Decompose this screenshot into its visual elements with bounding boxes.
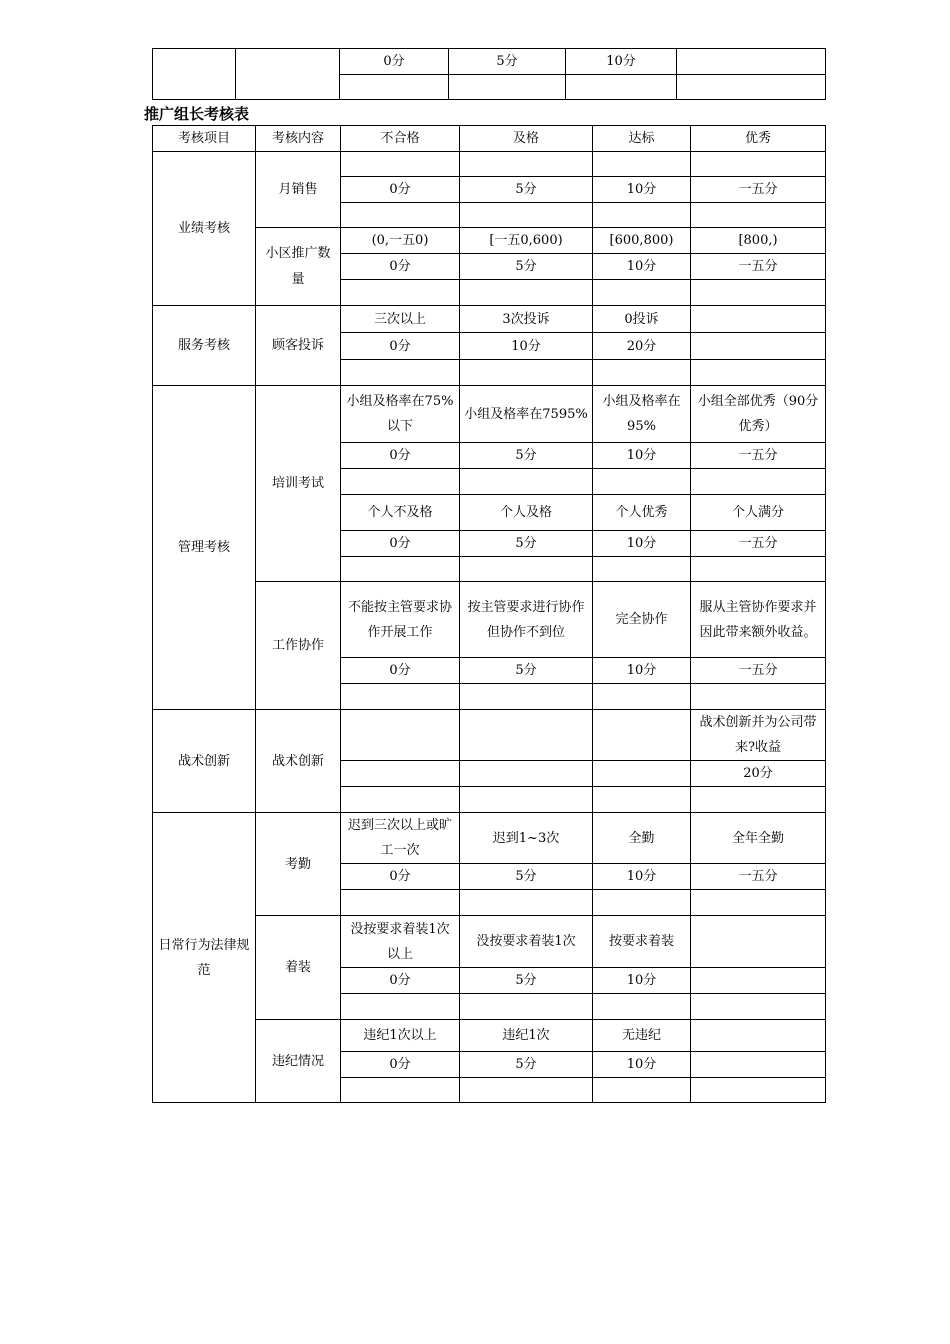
criteria-cell: (0,一五0): [341, 228, 460, 254]
score-cell: 10分: [593, 177, 691, 203]
assessment-table: [152, 125, 826, 1103]
empty-cell: [691, 1078, 826, 1103]
score-cell: 0分: [341, 968, 460, 994]
score-cell: 20分: [691, 761, 826, 787]
item-cooperation: 工作协作: [256, 582, 341, 710]
score-cell: 5分: [460, 177, 593, 203]
empty-cell: [691, 916, 826, 968]
criteria-cell: 违纪1次以上: [341, 1020, 460, 1052]
category-tactics: 战术创新: [153, 710, 256, 813]
criteria-cell: 小组及格率在75%以下: [341, 386, 460, 443]
empty-cell: [593, 1078, 691, 1103]
score-cell: 5分: [460, 531, 593, 557]
empty-cell: [341, 203, 460, 228]
criteria-cell: 迟到三次以上或旷工一次: [341, 813, 460, 864]
empty-cell: [460, 1078, 593, 1103]
item-monthly-sales: 月销售: [256, 152, 341, 228]
empty-cell: [593, 890, 691, 916]
header-cell: 考核项目: [153, 126, 256, 152]
score-cell: 10分: [593, 968, 691, 994]
fragment-score: 5分: [449, 49, 566, 75]
empty-cell: [460, 152, 593, 177]
empty-cell: [691, 890, 826, 916]
empty-cell: [593, 710, 691, 761]
empty-cell: [341, 360, 460, 386]
empty-cell: [341, 469, 460, 495]
criteria-cell: 0投诉: [593, 306, 691, 333]
criteria-cell: 小组全部优秀（90分优秀）: [691, 386, 826, 443]
header-cell: 优秀: [691, 126, 826, 152]
empty-cell: [593, 787, 691, 813]
criteria-cell: 个人及格: [460, 495, 593, 531]
score-cell: 0分: [341, 254, 460, 280]
empty-cell: [341, 787, 460, 813]
score-cell: 5分: [460, 864, 593, 890]
empty-cell: [341, 1078, 460, 1103]
empty-cell: [341, 152, 460, 177]
empty-cell: [460, 557, 593, 582]
score-cell: 5分: [460, 968, 593, 994]
empty-cell: [691, 684, 826, 710]
item-attendance: 考勤: [256, 813, 341, 916]
empty-cell: [691, 469, 826, 495]
empty-cell: [341, 557, 460, 582]
criteria-cell: 无违纪: [593, 1020, 691, 1052]
empty-cell: [691, 994, 826, 1020]
fragment-score: 10分: [566, 49, 677, 75]
empty-cell: [691, 333, 826, 360]
item-discipline: 违纪情况: [256, 1020, 341, 1103]
item-tactics: 战术创新: [256, 710, 341, 813]
criteria-cell: 三次以上: [341, 306, 460, 333]
score-cell: 10分: [593, 531, 691, 557]
criteria-cell: 没按要求着装1次: [460, 916, 593, 968]
fragment-empty-cell: [236, 49, 340, 100]
score-cell: 10分: [593, 658, 691, 684]
empty-cell: [691, 787, 826, 813]
empty-cell: [593, 152, 691, 177]
criteria-cell: 个人不及格: [341, 495, 460, 531]
score-cell: 一五分: [691, 864, 826, 890]
empty-cell: [341, 890, 460, 916]
fragment-empty-cell: [153, 49, 236, 100]
item-complaints: 顾客投诉: [256, 306, 341, 386]
fragment-empty-cell: [677, 75, 826, 100]
empty-cell: [341, 761, 460, 787]
score-cell: 5分: [460, 1052, 593, 1078]
item-training-exam: 培训考试: [256, 386, 341, 582]
score-cell: 一五分: [691, 531, 826, 557]
score-cell: 10分: [593, 864, 691, 890]
fragment-empty-cell: [677, 49, 826, 75]
score-cell: 0分: [341, 1052, 460, 1078]
item-community-promo: 小区推广数量: [256, 228, 341, 306]
empty-cell: [691, 360, 826, 386]
criteria-cell: 完全协作: [593, 582, 691, 658]
score-cell: 10分: [593, 1052, 691, 1078]
criteria-cell: 迟到1~3次: [460, 813, 593, 864]
empty-cell: [691, 152, 826, 177]
criteria-cell: 个人满分: [691, 495, 826, 531]
score-cell: 0分: [341, 531, 460, 557]
empty-cell: [460, 280, 593, 306]
criteria-cell: 违纪1次: [460, 1020, 593, 1052]
criteria-cell: 个人优秀: [593, 495, 691, 531]
fragment-empty-cell: [340, 75, 449, 100]
header-cell: 及格: [460, 126, 593, 152]
category-management: 管理考核: [153, 386, 256, 710]
empty-cell: [691, 1020, 826, 1052]
empty-cell: [593, 684, 691, 710]
empty-cell: [593, 280, 691, 306]
category-performance: 业绩考核: [153, 152, 256, 306]
empty-cell: [691, 557, 826, 582]
score-cell: 20分: [593, 333, 691, 360]
empty-cell: [460, 684, 593, 710]
category-service: 服务考核: [153, 306, 256, 386]
criteria-cell: 没按要求着装1次以上: [341, 916, 460, 968]
header-cell: 考核内容: [256, 126, 341, 152]
criteria-cell: 战术创新并为公司带来?收益: [691, 710, 826, 761]
score-cell: 0分: [341, 443, 460, 469]
empty-cell: [691, 280, 826, 306]
item-dress: 着装: [256, 916, 341, 1020]
empty-cell: [691, 968, 826, 994]
criteria-cell: 按主管要求进行协作但协作不到位: [460, 582, 593, 658]
empty-cell: [460, 710, 593, 761]
empty-cell: [460, 787, 593, 813]
criteria-cell: 服从主管协作要求并因此带来额外收益。: [691, 582, 826, 658]
criteria-cell: 小组及格率在7595%: [460, 386, 593, 443]
header-cell: 达标: [593, 126, 691, 152]
fragment-empty-cell: [449, 75, 566, 100]
category-daily: 日常行为法律规范: [153, 813, 256, 1103]
score-cell: 0分: [341, 658, 460, 684]
empty-cell: [593, 360, 691, 386]
criteria-cell: [600,800): [593, 228, 691, 254]
empty-cell: [460, 469, 593, 495]
header-cell: 不合格: [341, 126, 460, 152]
score-cell: 一五分: [691, 177, 826, 203]
empty-cell: [341, 710, 460, 761]
criteria-cell: 按要求着装: [593, 916, 691, 968]
section-title: 推广组长考核表: [144, 105, 250, 123]
criteria-cell: [一五0,600): [460, 228, 593, 254]
score-cell: 一五分: [691, 443, 826, 469]
criteria-cell: 全勤: [593, 813, 691, 864]
score-cell: 0分: [341, 864, 460, 890]
criteria-cell: 全年全勤: [691, 813, 826, 864]
empty-cell: [460, 360, 593, 386]
empty-cell: [460, 890, 593, 916]
empty-cell: [460, 203, 593, 228]
criteria-cell: 小组及格率在95%: [593, 386, 691, 443]
score-cell: 10分: [460, 333, 593, 360]
criteria-cell: 不能按主管要求协作开展工作: [341, 582, 460, 658]
empty-cell: [341, 684, 460, 710]
empty-cell: [593, 203, 691, 228]
header-row: [153, 126, 826, 152]
score-cell: 10分: [593, 443, 691, 469]
fragment-score: 0分: [340, 49, 449, 75]
previous-table-fragment: [152, 48, 826, 100]
criteria-cell: [800,): [691, 228, 826, 254]
score-cell: 10分: [593, 254, 691, 280]
empty-cell: [691, 306, 826, 333]
criteria-cell: 3次投诉: [460, 306, 593, 333]
score-cell: 0分: [341, 333, 460, 360]
fragment-empty-cell: [566, 75, 677, 100]
empty-cell: [593, 469, 691, 495]
empty-cell: [341, 994, 460, 1020]
score-cell: 0分: [341, 177, 460, 203]
score-cell: 5分: [460, 658, 593, 684]
score-cell: 一五分: [691, 254, 826, 280]
empty-cell: [341, 280, 460, 306]
empty-cell: [593, 557, 691, 582]
score-cell: 一五分: [691, 658, 826, 684]
score-cell: 5分: [460, 443, 593, 469]
empty-cell: [691, 1052, 826, 1078]
score-cell: 5分: [460, 254, 593, 280]
empty-cell: [691, 203, 826, 228]
empty-cell: [593, 994, 691, 1020]
empty-cell: [593, 761, 691, 787]
empty-cell: [460, 994, 593, 1020]
empty-cell: [460, 761, 593, 787]
